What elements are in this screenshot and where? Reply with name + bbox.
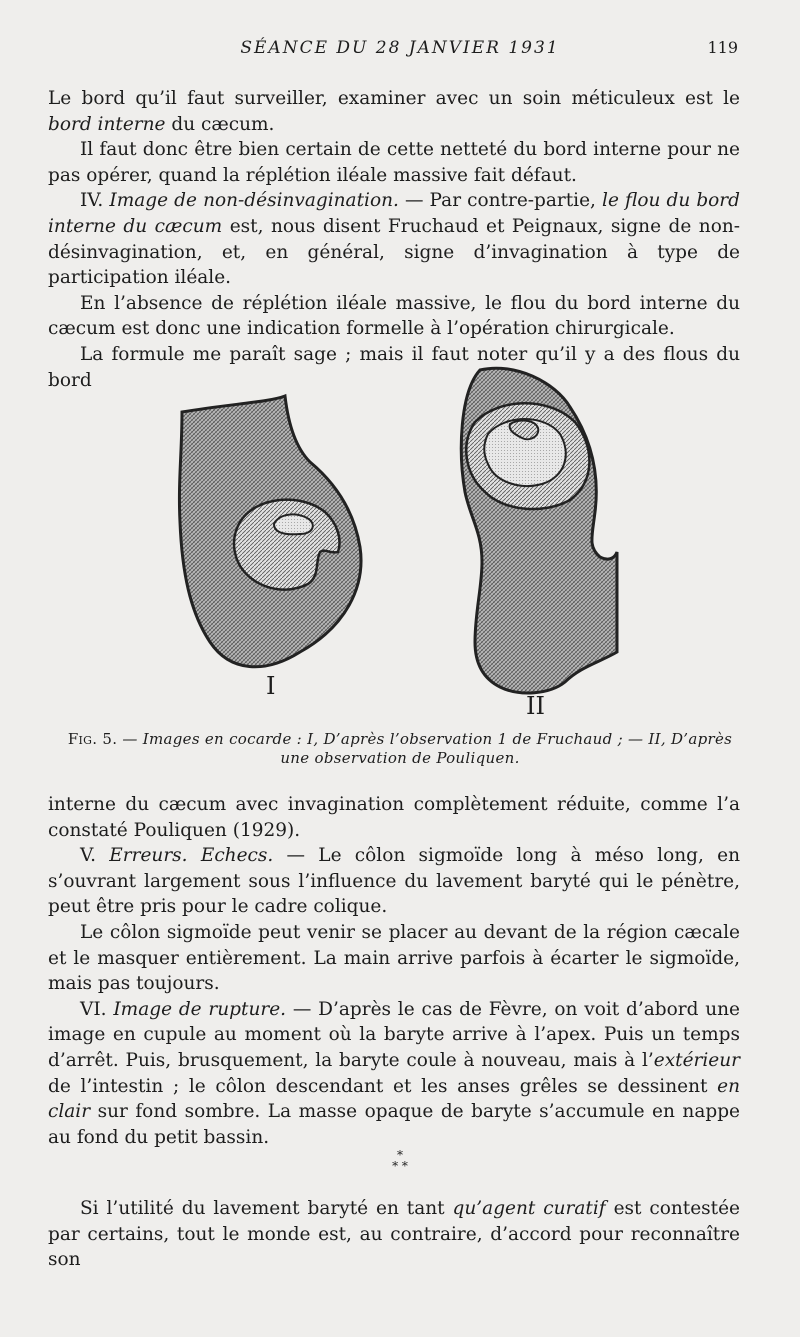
figure-ii-label: II [526, 692, 545, 720]
text-run: Si l’utilité du lavement baryté en tant [80, 1198, 453, 1219]
text-run: IV. [80, 190, 110, 212]
body-text-bottom [48, 1196, 740, 1273]
running-header [0, 38, 800, 62]
text-run: — Le côlon sigmoïde long à méso long, en s’ouvrant largement sous l’influence du lavement baryté qui le pénètre, peut être pris pour le cadre colique. [48, 845, 740, 918]
text-run: est contestée par certains, tout le monde est, au contraire, d’accord pour reconnaître son [48, 1198, 740, 1271]
paragraph [48, 920, 740, 997]
body-text-top [48, 86, 740, 393]
body-text-middle [48, 792, 740, 1150]
italic-text: en clair [48, 1075, 740, 1123]
text-run: Le bord qu’il faut surveiller, examiner avec un soin méticuleux est le [48, 88, 740, 109]
section-separator: * * * [392, 1148, 408, 1173]
italic-text: Image de rupture. [113, 998, 287, 1020]
figure-5-illustration [170, 362, 630, 722]
figure-caption [60, 730, 740, 768]
italic-text: Image de non-désinvagination. [109, 190, 399, 212]
text-run: de l’intestin ; le côlon descendant et les anses grêles se dessinent [48, 1075, 718, 1097]
paragraph [48, 1196, 740, 1273]
figure-i-label: I [266, 672, 276, 700]
text-run: Il faut donc être bien certain de cette netteté du bord interne pour ne pas opérer, quand la réplétion iléale massive fait défaut. [48, 139, 740, 186]
page-number: 119 [707, 38, 738, 57]
text-run: du cæcum. [165, 113, 275, 135]
text-run: VI. [80, 998, 114, 1020]
italic-text: extérieur [653, 1049, 740, 1071]
figure-i-drawing [179, 396, 361, 667]
text-run: — D’après le cas de Fèvre, on voit d’abord une image en cupule au moment où la baryte arrive à l’apex. Puis un temps d’arrêt. Puis, brusquement, la baryte coule à nouveau, mais à l’ [48, 998, 740, 1071]
caption-figure-number: Fig. 5. [67, 730, 118, 748]
italic-text: bord interne [48, 113, 166, 135]
text-run: est, nous disent Fruchaud et Peignaux, signe de non-désinvagination, et, en général, signe d’invagination à type de participation iléale. [48, 215, 740, 289]
paragraph [48, 997, 740, 1151]
italic-text: Erreurs. Echecs. [109, 845, 274, 867]
paragraph [48, 792, 740, 843]
text-run: — Par contre-partie, [398, 190, 603, 212]
text-run: sur fond sombre. La masse opaque de baryte s’accumule en nappe au fond du petit bassin. [48, 1101, 740, 1148]
figure-5 [170, 362, 630, 722]
text-run: Le côlon sigmoïde peut venir se placer au devant de la région cæcale et le masquer entièrement. La main arrive parfois à écarter le sigmoïde, mais pas toujours. [48, 921, 740, 995]
text-run: V. [80, 845, 110, 867]
figure-ii-drawing [461, 368, 617, 693]
text-run: interne du cæcum avec invagination complètement réduite, comme l’a constaté Pouliquen (1929). [48, 794, 740, 841]
caption-text: — Images en cocarde : I, D’après l’observation 1 de Fruchaud ; — II, D’après une observation de Pouliquen. [117, 730, 733, 767]
paragraph [48, 137, 740, 188]
paragraph [48, 843, 740, 920]
italic-text: le flou du bord interne du cæcum [48, 190, 740, 237]
text-run: La formule me paraît sage ; mais il faut noter qu’il y a des flous du bord [48, 343, 740, 391]
paragraph [48, 86, 740, 137]
running-title: SÉANCE DU 28 JANVIER 1931 [240, 38, 560, 58]
paragraph [48, 291, 740, 342]
text-run: En l’absence de réplétion iléale massive, le flou du bord interne du cæcum est donc une indication formelle à l’opération chirurgicale. [48, 292, 740, 340]
paragraph [48, 188, 740, 290]
italic-text: qu’agent curatif [452, 1198, 606, 1219]
